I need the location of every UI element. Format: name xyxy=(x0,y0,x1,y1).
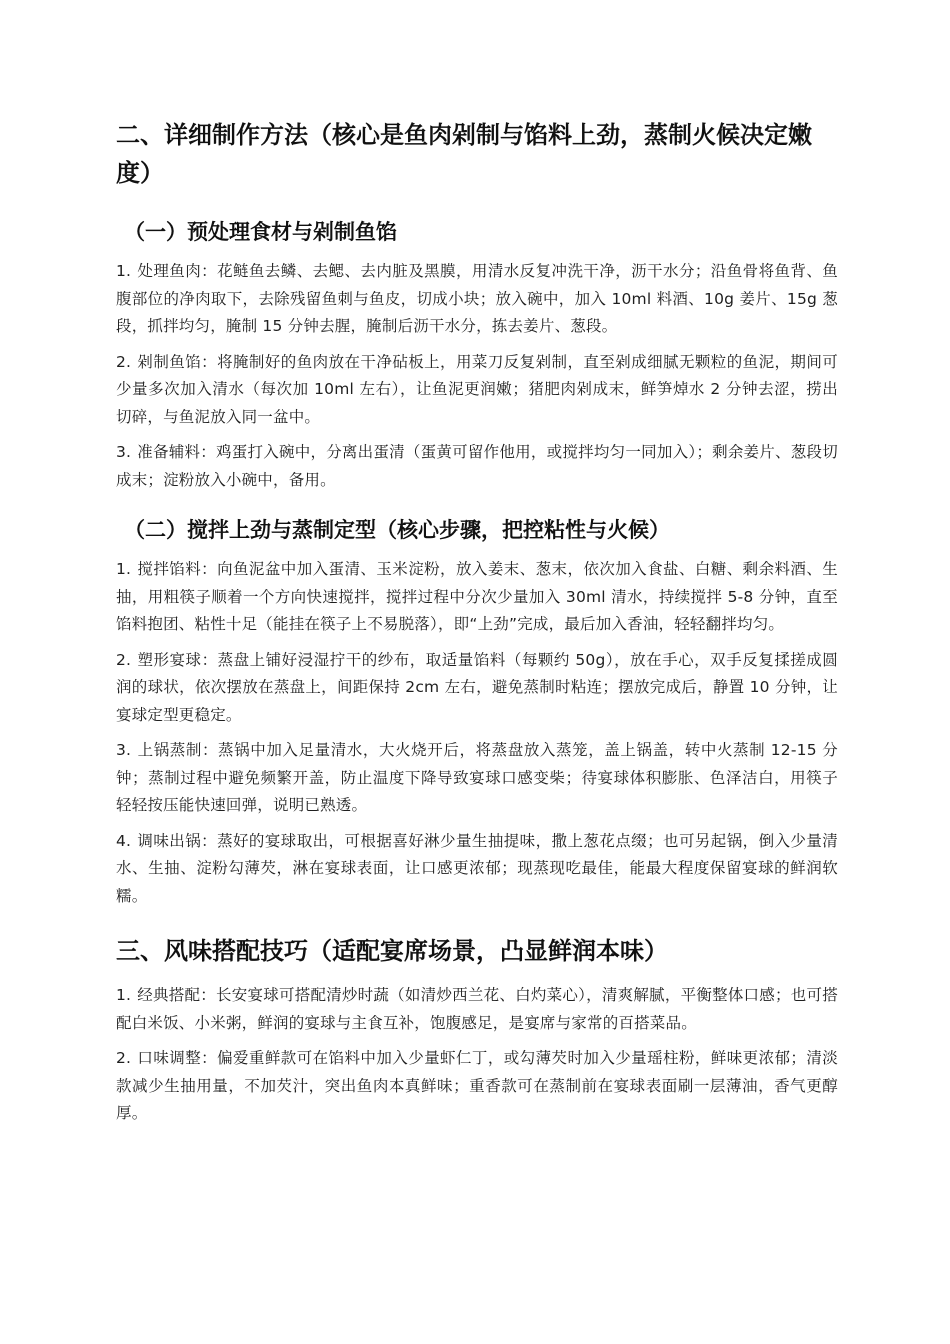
list-item xyxy=(116,828,838,911)
list-item xyxy=(116,439,838,494)
item-number: 3. xyxy=(116,443,132,461)
item-text: 剁制鱼馅：将腌制好的鱼肉放在干净砧板上，用菜刀反复剁制，直至剁成细腻无颗粒的鱼泥，期间可少量多次加入清水（每次加 10ml 左右），让鱼泥更润嫩；猪肥肉剁成末，鲜笋焯水 2 分钟去涩，捞出切碎，与鱼泥放入同一盆中。 xyxy=(116,352,838,426)
item-text: 上锅蒸制：蒸锅中加入足量清水，大火烧开后，将蒸盘放入蒸笼，盖上锅盖，转中火蒸制 12-15 分钟；蒸制过程中避免频繁开盖，防止温度下降导致宴球口感变柴；待宴球体积膨胀、色泽洁白，用筷子轻轻按压能快速回弹，说明已熟透。 xyxy=(116,741,838,814)
item-text: 处理鱼肉：花鲢鱼去鳞、去鳃、去内脏及黑膜，用清水反复冲洗干净，沥干水分；沿鱼骨将鱼背、鱼腹部位的净肉取下，去除残留鱼刺与鱼皮，切成小块；放入碗中，加入 10ml 料酒、10g 姜片、15g 葱段，抓拌均匀，腌制 15 分钟去腥，腌制后沥干水分，拣去姜片、葱段。 xyxy=(116,262,838,335)
item-number: 4. xyxy=(116,831,132,850)
subsection-1-title: （一）预处理食材与剁制鱼馅 xyxy=(124,220,397,244)
item-number: 3. xyxy=(116,741,132,759)
section-3-title: 三、风味搭配技巧（适配宴席场景，凸显鲜润本味） xyxy=(116,937,668,965)
item-number: 1. xyxy=(116,986,132,1004)
list-item xyxy=(116,1045,838,1128)
list-item xyxy=(116,737,838,820)
list-item xyxy=(116,258,838,341)
document-page xyxy=(116,116,838,1128)
item-number: 1. xyxy=(116,560,132,578)
item-text: 口味调整：偏爱重鲜款可在馅料中加入少量虾仁丁，或勾薄芡时加入少量瑶柱粉，鲜味更浓郁；清淡款减少生抽用量，不加芡汁，突出鱼肉本真鲜味；重香款可在蒸制前在宴球表面刷一层薄油，香气更醇厚。 xyxy=(116,1049,838,1122)
item-number: 2. xyxy=(116,352,132,371)
item-text: 塑形宴球：蒸盘上铺好浸湿拧干的纱布，取适量馅料（每颗约 50g），放在手心，双手反复揉搓成圆润的球状，依次摆放在蒸盘上，间距保持 2cm 左右，避免蒸制时粘连；摆放完成后，静置 10 分钟，让宴球定型更稳定。 xyxy=(116,650,838,724)
list-item xyxy=(116,647,838,730)
item-text: 搅拌馅料：向鱼泥盆中加入蛋清、玉米淀粉，放入姜末、葱末，依次加入食盐、白糖、剩余料酒、生抽，用粗筷子顺着一个方向快速搅拌，搅拌过程中分次少量加入 30ml 清水，持续搅拌 5-8 分钟，直至馅料抱团、粘性十足（能挂在筷子上不易脱落），即“上劲”完成，最后加入香油，轻轻翻拌均匀。 xyxy=(116,560,838,633)
list-item xyxy=(116,349,838,432)
item-number: 1. xyxy=(116,262,132,280)
item-text: 准备辅料：鸡蛋打入碗中，分离出蛋清（蛋黄可留作他用，或搅拌均匀一同加入）；剩余姜片、葱段切成末；淀粉放入小碗中，备用。 xyxy=(116,443,838,489)
subsection-2-title: （二）搅拌上劲与蒸制定型（核心步骤，把控粘性与火候） xyxy=(124,518,670,542)
item-number: 2. xyxy=(116,650,132,669)
list-item xyxy=(116,982,838,1037)
item-number: 2. xyxy=(116,1049,132,1067)
section-2-title: 二、详细制作方法（核心是鱼肉剁制与馅料上劲，蒸制火候决定嫩度） xyxy=(116,121,812,187)
item-text: 调味出锅：蒸好的宴球取出，可根据喜好淋少量生抽提味，撒上葱花点缀；也可另起锅，倒入少量清水、生抽、淀粉勾薄芡，淋在宴球表面，让口感更浓郁；现蒸现吃最佳，能最大程度保留宴球的鲜润软糯。 xyxy=(116,831,838,905)
list-item xyxy=(116,556,838,639)
item-text: 经典搭配：长安宴球可搭配清炒时蔬（如清炒西兰花、白灼菜心），清爽解腻，平衡整体口感；也可搭配白米饭、小米粥，鲜润的宴球与主食互补，饱腹感足，是宴席与家常的百搭菜品。 xyxy=(116,986,838,1032)
